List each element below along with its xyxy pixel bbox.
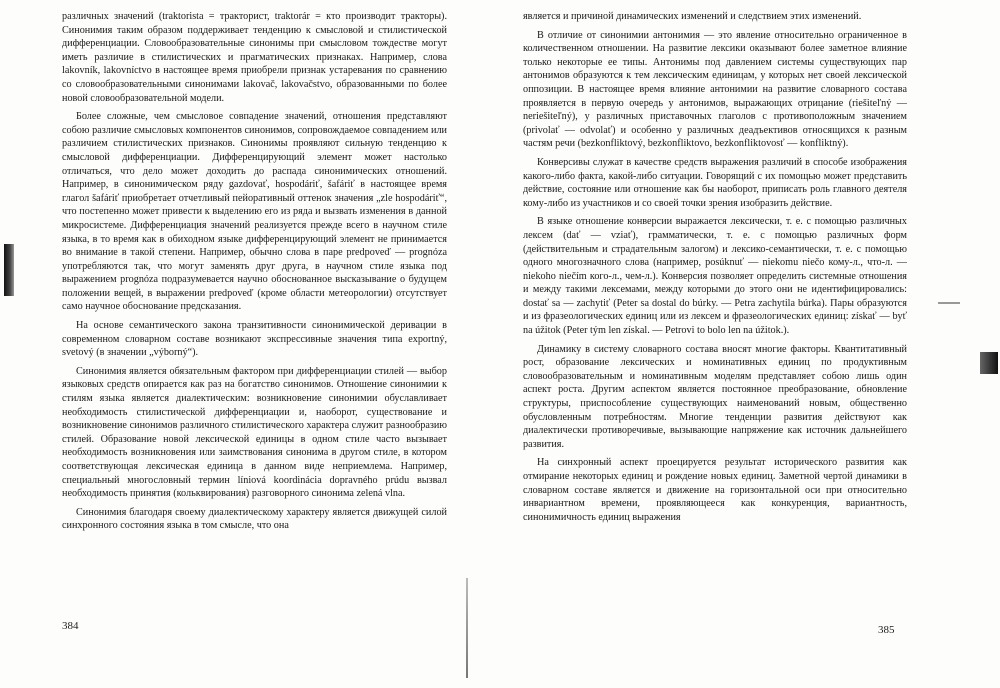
right-paragraph-3: Конверсивы служат в качестве средств выражения различий в способе изображения какого-либо факта, какой-либо ситуации. Говорящий с их помощью может представить действие, состояние или отношение как бы наоборот, приписать роль главного деятеля кому-либо из участников и со своей точки зрения изобразить действие. <box>523 156 907 209</box>
left-paragraph-2: Более сложные, чем смысловое совпадение значений, отношения представляют собою различие смысловых компонентов синонимов, сопровождаемое совпадением или различием стилистических признаков. Синонимы проявляют сильную тенденцию к смысловой дифференциации. Дифференцирующий элемент может настолько отличаться, что дело может доходить до распада синонимических отношений. Например, в синонимическом ряду gazdovať, hospodáriť, šafáriť в настоящее время глагол šafáriť приобретает отчетливый пейоративный оттенок значения „zle hospodáriť“, что постепенно может привести к выделению его из ряда и вызвать изменения в данной микросистеме. Дифференциация значений реализуется прежде всего в научном стиле языка, в то время как в обиходном языке дифференцирующий элемент не принимается во внимание в такой степени. Например, обычно слова в паре predpoveď — prognóza употребляются так, что могут заменять друг друга, в научном стиле языка под выражением prognóza подразумевается научно обоснованное высказывание о будущем положении вещей, в выражении predpoveď (кроме области метеорологии) отсутствует само научное обоснование предсказания. <box>62 111 447 313</box>
right-page-number: 385 <box>878 624 895 636</box>
page-gutter <box>466 578 468 678</box>
right-paragraph-6: На синхронный аспект проецируется результат исторического развития как отмирание некоторых единиц и рождение новых единиц. Заметной чертой динамики в словарном составе является и движение на горизонтальной оси при относительно инвариантном времени, проявляющееся как конкуренция, вариантность, синонимичность единиц выражения <box>523 457 907 523</box>
right-page <box>523 10 907 680</box>
left-paragraph-3: На основе семантического закона транзитивности синонимической деривации в современном словарном составе возникают экспрессивные значения типа exportný, svetový (в значении „výborný“). <box>62 320 447 359</box>
right-paragraph-4: В языке отношение конверсии выражается лексически, т. е. с помощью различных лексем (dať — vziať), грамматически, т. е. с помощью различных форм (действительным и страдательным залогом) и лексико-семантически, т. е. с помощью одного многозначного слова (например, posúknuť — niekomu niečo кому-л., что-л. — niekoho niečím кого-л., чем-л.). Конверсия позволяет определить системные отношения и между такими лексемами, между которыми до этого они не идентифицировались: dostať sa — zachytiť (Peter sa dostal do búrky. — Petra zachytila búrka). Пары образуются и из фразеологических единиц или из лексем и фразеологических единиц: získať — byť na úžitok (Peter tým len získal. — Petrovi to bolo len na úžitok.). <box>523 216 907 337</box>
scan-artifact-right <box>980 352 998 374</box>
scan-artifact-line <box>938 302 960 304</box>
left-paragraph-4: Синонимия является обязательным фактором при дифференциации стилей — выбор языковых средств опирается как раз на богатство синонимов. Отношение синонимии к стилям языка является диалектическим: возникновение синонимии обуславливает необходимость стилистической дифференциации и, наоборот, существование и возникновение синонимов различного стилистического характера служит разнообразию стилей. Образование новой лексической единицы в одном стиле часто вызывает необходимость возникновения или заимствования синонима в другом стиле, в котором соответствующая лексическая единица в данном виде неприемлема. Например, специальный многословный термин líniová koordinácia dopravného prúdu вызвал необходимость принятия (кольквирования) разговорного синонима zelená vlna. <box>62 365 447 500</box>
right-paragraph-1: является и причиной динамических изменений и следствием этих изменений. <box>523 11 862 22</box>
left-page-number: 384 <box>62 620 79 632</box>
right-paragraph-5: Динамику в систему словарного состава вносят многие факторы. Квантитативный рост, образование лексических и номинативных единиц по продуктивным словообразовательным и номинативным моделям представляет собою лишь один аспект роста. Другим аспектом является постоянное преобразование, обновление структуры, приспособление существующих наименований новым, общественно обусловленным потребностям. Многие тенденции развития действуют как диалектически противоречивые, вызывающие напряжение как источник дальнейшего развития. <box>523 343 907 450</box>
left-paragraph-1: различных значений (traktorista = тракторист, traktorár = кто производит тракторы). Синонимия таким образом поддерживает тенденцию к смысловой и стилистической дифференциации. Словообразовательные синонимы при смысловом тождестве могут иметь различие в стилистических и прагматических признаках. Например, слова lakovník, lakovníctvo в настоящее время приобрели признак устаревания по сравнению со словообразовательными синонимами lakovač, lakovačstvo, образованными по более новой словообразовательной модели. <box>62 11 447 104</box>
left-page <box>62 10 447 680</box>
scan-artifact-left <box>4 244 14 296</box>
left-paragraph-5: Синонимия благодаря своему диалектическому характеру является движущей силой синхронного состояния языка в том смысле, что она <box>62 506 447 532</box>
right-paragraph-2: В отличие от синонимии антонимия — это явление относительно ограниченное в количественном отношении. На развитие лексики оказывают более заметное влияние только некоторые ее типы. Антонимы под давлением системы существующих пар антонимов образуются к тем лексическим единицам, у которых нет своей лексической оппозиции. В настоящее время влияние антонимии на развитие словарного состава проявляется в первую очередь у антонимов, выражающих отрицание (riešiteľný — neriešiteľný), у различных приставочных глаголов с противоположным значением (privolať — odvolať) и особенно у различных деадъективов относящихся к разным частям речи (bezkonfliktový, bezkonfliktovo, bezkonfliktovosť — konfliktný). <box>523 29 907 150</box>
